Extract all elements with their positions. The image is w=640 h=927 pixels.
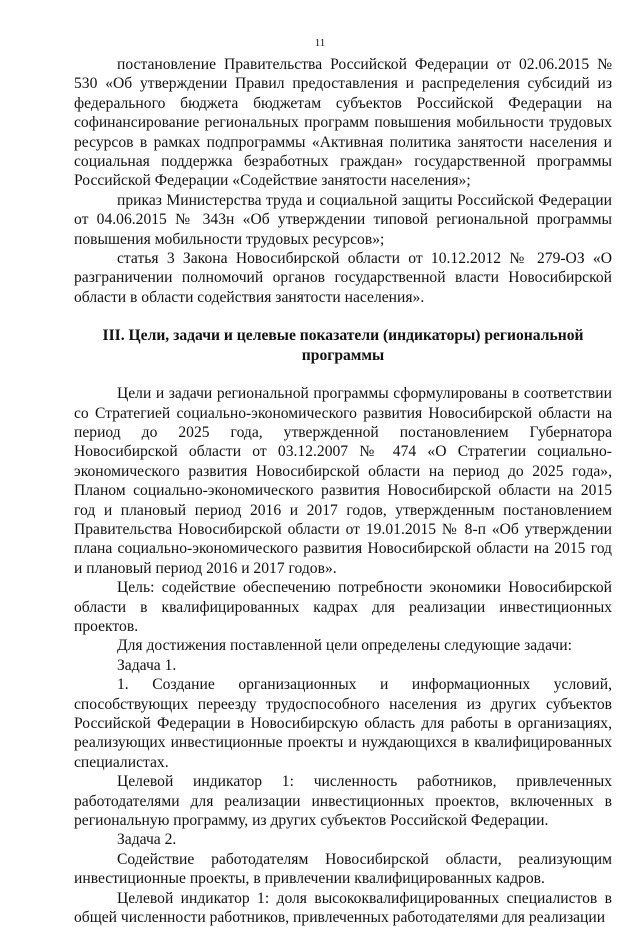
paragraph-task-2-title: Задача 2. [117, 831, 177, 849]
paragraph-task-2-indicator: Целевой индикатор 1: доля высококвалифицированных специалистов в общей численности работников, привлеченных работодателями для реализации [74, 889, 612, 927]
paragraph-goal: Цель: содействие обеспечению потребности экономики Новосибирской области в квалифицированных кадрах для реализации инвестиционных проектов. [74, 579, 612, 635]
paragraph-goals-intro: Цели и задачи региональной программы сформулированы в соответствии со Стратегией социально-экономического развития Новосибирской области на период до 2025 года, утвержденной постановлением Губернатора Новосибирской области от 03.12.2007 № 474 «О Стратегии социально-экономического развития Новосибирской области на период до 2025 года», Планом социально-экономического развития Новосибирской области на 2015 год и плановый период 2016 и 2017 годов, утвержденным постановлением Правительства Новосибирской области от 19.01.2015 № 8-п «Об утверждении плана социально-экономического развития Новосибирской области на 2015 год и плановый период 2016 и 2017 годов». [74, 385, 612, 577]
paragraph-task-1-title: Задача 1. [117, 656, 177, 674]
paragraph-task-1-text: 1. Создание организационных и информационных условий, способствующих переезду трудоспособного населения из других субъектов Российской Федерации в Новосибирскую область для работы в организациях, реализующих инвестиционные проекты и нуждающихся в квалифицированных специалистах. [74, 676, 612, 771]
paragraph-law-279-oz: статья 3 Закона Новосибирской области от 10.12.2012 № 279-ОЗ «О разграничении полномочий органов государственной власти Новосибирской области в области содействия занятости населения». [74, 250, 612, 306]
paragraph-task-1-indicator: Целевой индикатор 1: численность работников, привлеченных работодателями для реализации инвестиционных проектов, включенных в региональную программу, из других субъектов Российской Федерации. [74, 773, 612, 830]
document-body [74, 55, 612, 927]
page-number: 11 [314, 37, 326, 49]
paragraph-order-343n: приказ Министерства труда и социальной защиты Российской Федерации от 04.06.2015 № 343н «Об утверждении типовой региональной программы повышения мобильности трудовых ресурсов»; [74, 191, 612, 248]
paragraph-tasks-intro: Для достижения поставленной цели определены следующие задачи: [117, 637, 572, 655]
section-heading: III. Цели, задачи и целевые показатели (индикаторы) региональной программы [102, 327, 584, 364]
paragraph-resolution-530: постановление Правительства Российской Федерации от 02.06.2015 № 530 «Об утверждении Правил предоставления и распределения субсидий из федерального бюджета бюджетам субъектов Российской Федерации на софинансирование региональных программ повышения мобильности трудовых ресурсов в рамках подпрограммы «Активная политика занятости населения и социальная поддержка безработных граждан» государственной программы Российской Федерации «Содействие занятости населения»; [74, 56, 612, 190]
paragraph-task-2-text: Содействие работодателям Новосибирской области, реализующим инвестиционные проекты, в привлечении квалифицированных кадров. [74, 850, 612, 888]
